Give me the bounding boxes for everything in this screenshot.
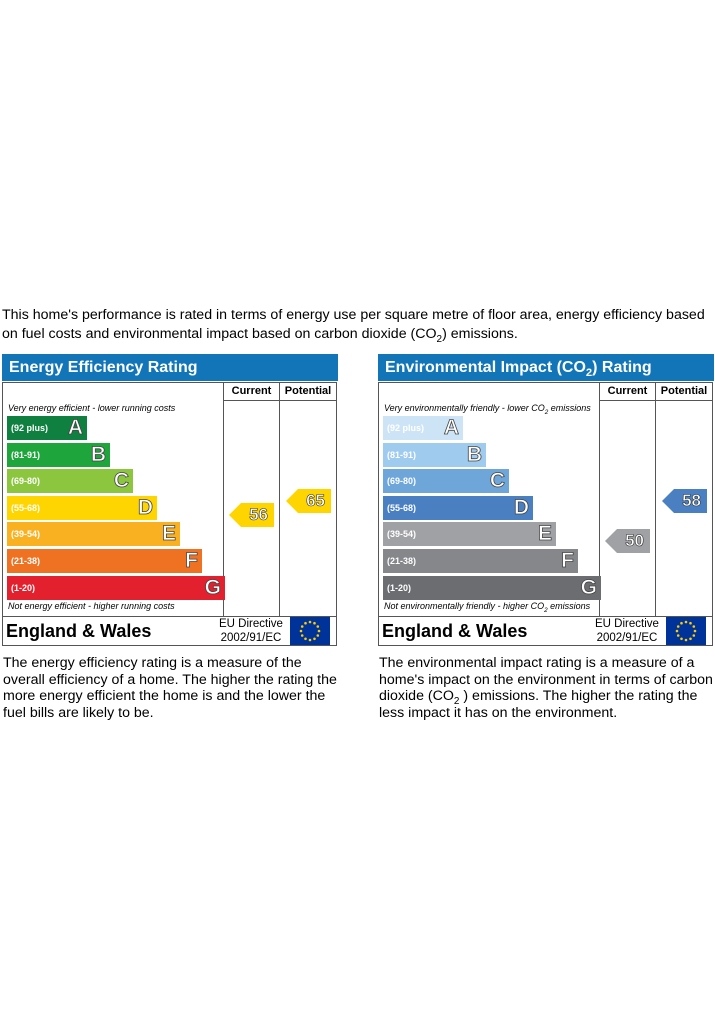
energy-current-header: Current — [231, 385, 272, 397]
environment-potential-rating-arrow — [662, 489, 707, 513]
energy-description: The energy efficiency rating is a measure of the overall efficiency of a home. The higher the rating the more energy efficient the home is and the lower the fuel bills are likely to be. — [3, 655, 337, 721]
rating-band-g — [7, 576, 225, 600]
energy-footer-directive: EU Directive 2002/91/EC — [219, 618, 283, 644]
band-range-label: (69-80) — [11, 476, 41, 487]
band-range-label: (81-91) — [11, 449, 41, 460]
rating-band-c — [383, 469, 509, 493]
rating-band-c — [7, 469, 133, 493]
environment-current-header: Current — [607, 385, 648, 397]
band-letter: F — [561, 549, 574, 572]
energy-potential-header: Potential — [284, 385, 332, 397]
energy-bottom-caption: Not energy efficient - higher running costs — [8, 601, 175, 611]
rating-band-f — [7, 549, 202, 573]
band-range-label: (39-54) — [387, 529, 417, 540]
environment-chart-frame — [378, 382, 713, 646]
rating-band-b — [383, 443, 486, 467]
band-range-label: (55-68) — [11, 502, 41, 513]
band-range-label: (69-80) — [387, 476, 417, 487]
rating-band-g — [383, 576, 601, 600]
eu-flag-icon — [290, 617, 330, 645]
environment-current-rating-arrow — [605, 529, 650, 553]
environment-description: The environmental impact rating is a measure of a home's impact on the environment in terms of carbon dioxide ($CO_2$ ) emissions. The higher the rating the less impact it has on the environment. — [379, 655, 713, 721]
potential-rating-value: 65 — [306, 490, 325, 510]
band-range-label: (1-20) — [387, 582, 412, 593]
band-range-label: (39-54) — [11, 529, 41, 540]
band-range-label: (21-38) — [11, 556, 41, 566]
band-letter: C — [489, 469, 505, 493]
band-letter: D — [137, 495, 153, 519]
potential-rating-value: 58 — [682, 490, 701, 510]
environment-bottom-caption: Not environmentally friendly - higher $CO_2$ emissions — [384, 601, 591, 614]
rating-band-b — [7, 443, 110, 467]
rating-band-f — [383, 549, 578, 573]
band-letter: B — [90, 442, 106, 466]
band-letter: G — [580, 575, 597, 599]
rating-band-e — [7, 522, 180, 546]
band-letter: A — [443, 416, 459, 439]
band-letter: E — [161, 522, 176, 546]
band-range-label: (92 plus) — [387, 423, 425, 433]
environment-chart-title: Environmental Impact $(CO_2)$ Rating — [378, 354, 714, 381]
energy-current-rating-arrow — [229, 503, 274, 527]
band-letter: A — [67, 416, 83, 439]
band-range-label: (55-68) — [387, 502, 417, 513]
band-range-label: (21-38) — [387, 556, 417, 566]
band-letter: E — [537, 522, 552, 546]
rating-band-a — [383, 416, 463, 440]
rating-band-e — [383, 522, 556, 546]
energy-potential-rating-arrow — [286, 489, 331, 513]
band-letter: B — [466, 442, 482, 466]
environmental-impact-chart — [378, 354, 714, 647]
energy-chart-frame — [2, 382, 337, 646]
environment-footer-region: England & Wales — [382, 621, 528, 641]
band-range-label: (81-91) — [387, 449, 417, 460]
environment-top-caption: Very environmentally friendly - lower $CO_2$ emissions — [384, 403, 591, 416]
energy-footer-region: England & Wales — [6, 621, 152, 641]
band-range-label: (1-20) — [11, 582, 36, 593]
environment-footer-directive: EU Directive 2002/91/EC — [595, 618, 659, 644]
intro-text: This home's performance is rated in terms of energy use per square metre of floor area, energy efficiency based on fuel costs and environmental impact based on carbon dioxide $(CO_2)$ emissions. — [2, 307, 705, 345]
rating-band-d — [7, 496, 157, 520]
rating-band-a — [7, 416, 87, 440]
eu-flag-icon — [666, 617, 706, 645]
band-range-label: (92 plus) — [11, 423, 49, 433]
rating-band-d — [383, 496, 533, 520]
band-letter: D — [513, 495, 529, 519]
energy-top-caption: Very energy efficient - lower running costs — [8, 403, 176, 413]
energy-efficiency-chart — [2, 354, 338, 647]
band-letter: G — [204, 575, 221, 599]
energy-chart-title: Energy Efficiency Rating — [2, 354, 338, 381]
band-letter: C — [113, 469, 129, 493]
current-rating-value: 56 — [249, 504, 268, 524]
environment-potential-header: Potential — [660, 385, 708, 397]
current-rating-value: 50 — [625, 531, 644, 551]
band-letter: F — [185, 549, 198, 572]
